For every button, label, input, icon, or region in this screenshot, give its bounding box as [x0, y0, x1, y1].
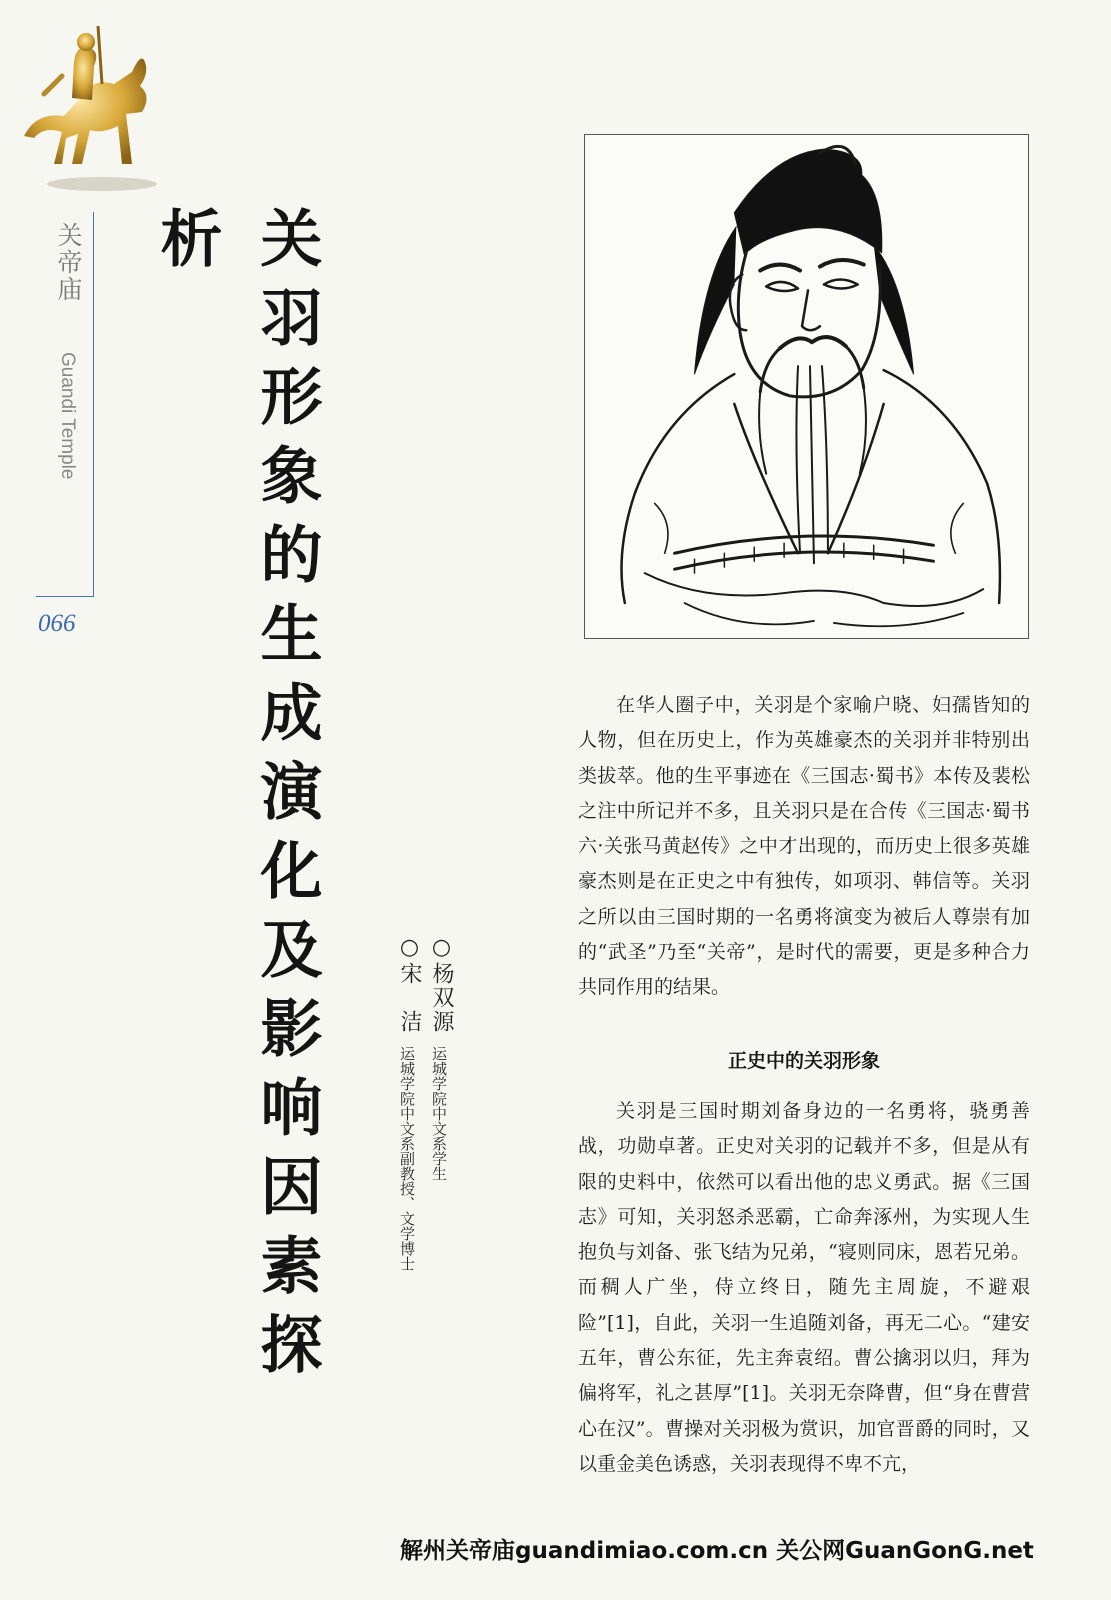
- author-affiliation: 运城学院中文系学生: [430, 1046, 448, 1181]
- equestrian-statue-icon: [14, 14, 159, 194]
- author-affiliation: 运城学院中文系副教授、文学博士: [398, 1046, 416, 1271]
- footer-credit: 解州关帝庙guandimiao.com.cn 关公网GuanGonG.net: [400, 1538, 1034, 1564]
- section-label: 关帝庙: [54, 222, 83, 303]
- body-paragraph: 关羽是三国时期刘备身边的一名勇将，骁勇善战，功勋卓著。正史对关羽的记载并不多，但是从有限的史料中，依然可以看出他的忠义勇武。据《三国志》可知，关羽怒杀恶霸，亡命奔涿州，为实现人生抱负与刘备、张飞结为兄弟，“寝则同床，恩若兄弟。而稠人广坐，侍立终日，随先主周旋，不避艰险”[1]，自此，关羽一生追随刘备，再无二心。“建安五年，曹公东征，先主奔袁绍。曹公擒羽以归，拜为偏将军，礼之甚厚”[1]。关羽无奈降曹，但“身在曹营心在汉”。曹操对关羽极为赏识，加官晋爵的同时，又以重金美色诱惑，关羽表现得不卑不亢，: [578, 1100, 1030, 1475]
- section-heading: 正史中的关羽形象: [727, 1050, 880, 1072]
- author-name: ○杨双源: [429, 935, 454, 1034]
- author-name: ○宋 洁: [397, 935, 422, 1034]
- sidebar-divider: [93, 212, 94, 597]
- page-number: 066: [38, 610, 76, 637]
- article-title: 关羽形象的生成演化及影响因素探析: [150, 206, 323, 1391]
- guan-yu-portrait-illustration: [584, 134, 1029, 639]
- intro-paragraph: 在华人圈子中，关羽是个家喻户晓、妇孺皆知的人物，但在历史上，作为英雄豪杰的关羽并非特别出类拔萃。他的生平事迹在《三国志·蜀书》本传及裴松之注中所记并不多，且关羽只是在合传《三国志·蜀书六·关张马黄赵传》之中才出现的，而历史上很多英雄豪杰则是在正史之中有独传，如项羽、韩信等。关羽之所以由三国时期的一名勇将演变为被后人尊崇有加的“武圣”乃至“关帝”，是时代的需要，更是多种合力共同作用的结果。: [578, 694, 1030, 999]
- sidebar-divider-horizontal: [36, 596, 94, 597]
- section-label-english: Guandi Temple: [57, 352, 78, 480]
